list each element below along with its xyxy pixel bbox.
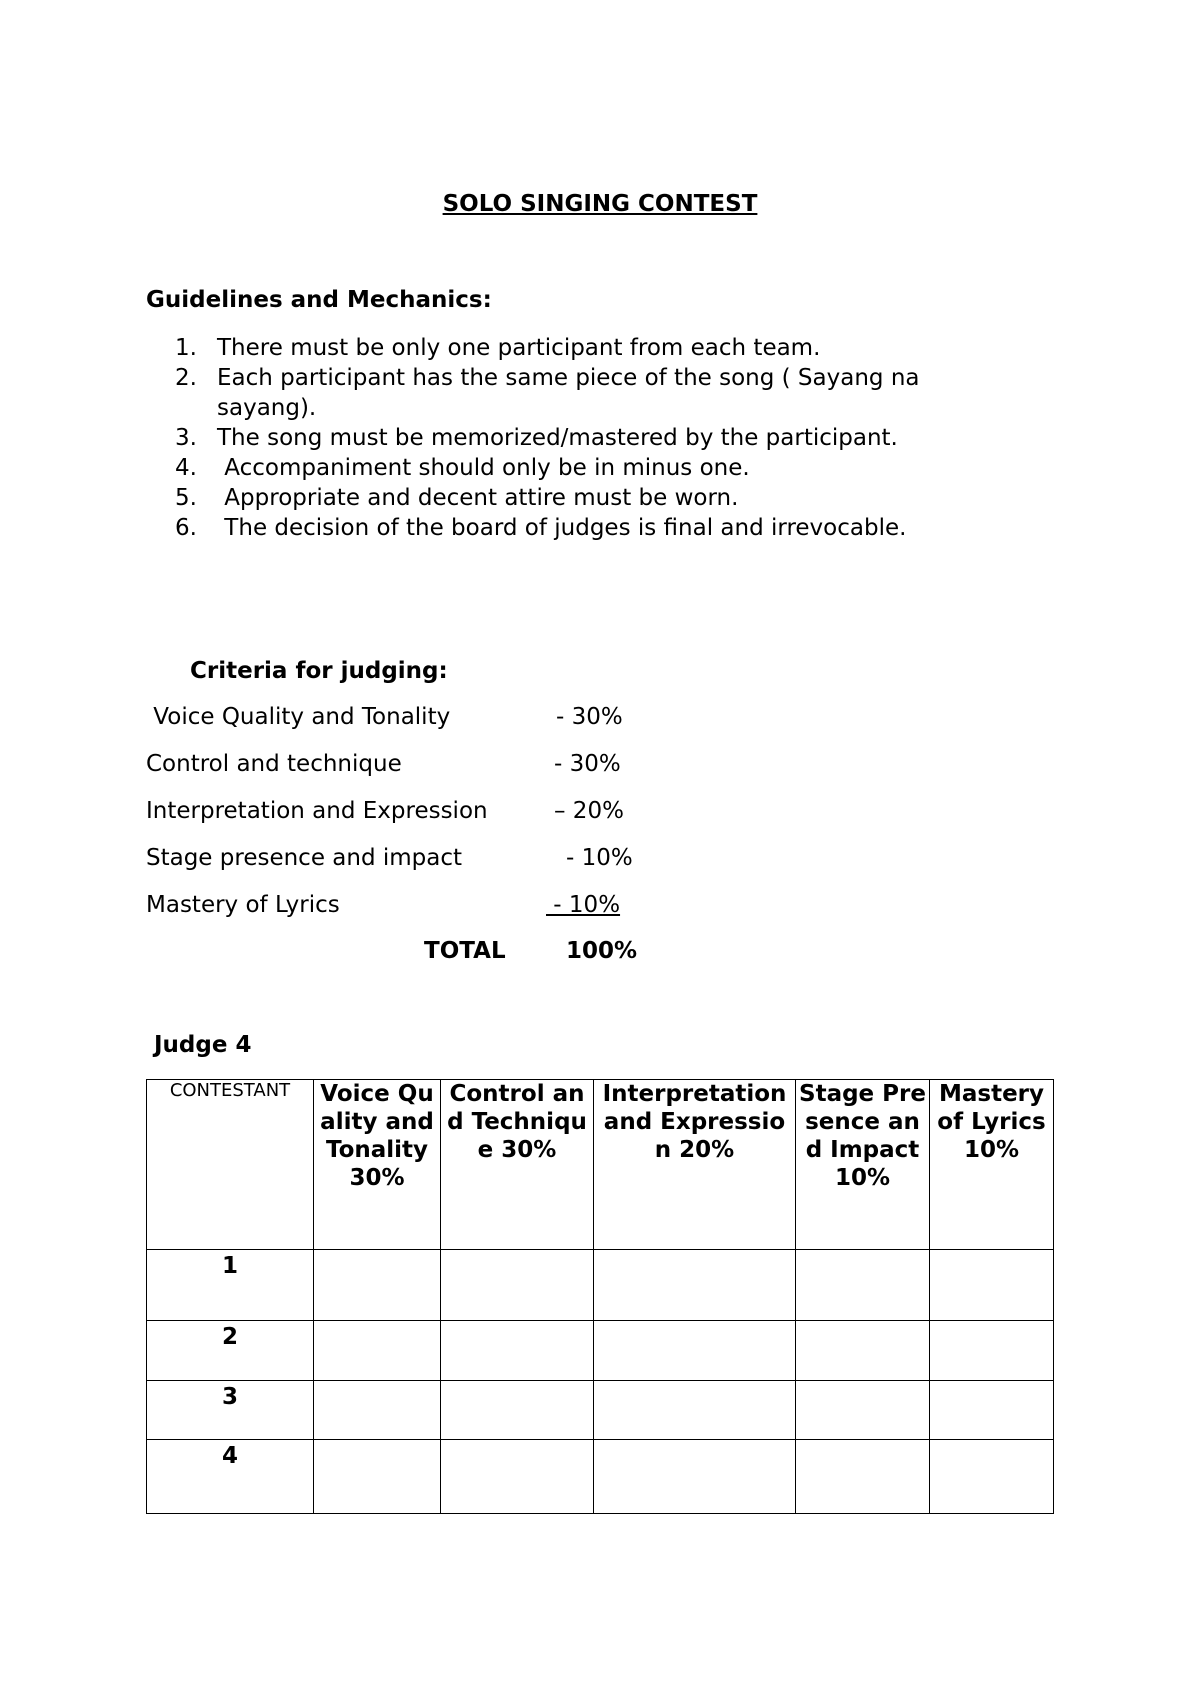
guideline-text: The song must be memorized/mastered by the participant.	[217, 425, 898, 451]
criteria-percent: - 30%	[556, 704, 623, 730]
criteria-label: Voice Quality and Tonality	[146, 704, 451, 730]
column-header-voice-quality: Voice Quality and Tonality 30%	[314, 1080, 441, 1250]
score-cell[interactable]	[796, 1381, 930, 1440]
score-cell[interactable]	[594, 1440, 796, 1514]
table-header-row	[147, 1080, 1054, 1250]
score-cell[interactable]	[594, 1381, 796, 1440]
guideline-text: There must be only one participant from each team.	[217, 335, 821, 361]
document-title: SOLO SINGING CONTEST	[442, 191, 758, 217]
column-header-stage-presence: Stage Presence and Impact 10%	[796, 1080, 930, 1250]
contestant-number: 2	[147, 1321, 314, 1381]
column-header-interpretation: Interpretation and Expression 20%	[594, 1080, 796, 1250]
score-cell[interactable]	[314, 1440, 441, 1514]
score-cell[interactable]	[930, 1250, 1054, 1321]
total-label: TOTAL	[424, 938, 506, 964]
score-cell[interactable]	[441, 1321, 594, 1381]
guideline-item: 3. The song must be memorized/mastered by the participant.	[175, 425, 898, 451]
table-row	[147, 1381, 1054, 1440]
criteria-percent: – 20%	[554, 798, 624, 824]
guideline-item: 5. Appropriate and decent attire must be worn.	[175, 485, 739, 511]
score-cell[interactable]	[441, 1250, 594, 1321]
score-cell[interactable]	[314, 1321, 441, 1381]
table-row	[147, 1250, 1054, 1321]
table-row	[147, 1440, 1054, 1514]
score-cell[interactable]	[314, 1250, 441, 1321]
score-cell[interactable]	[594, 1321, 796, 1381]
score-cell[interactable]	[930, 1440, 1054, 1514]
guideline-text: Each participant has the same piece of the song ( Sayang na sayang).	[217, 365, 920, 421]
column-header-contestant: CONTESTANT	[147, 1080, 314, 1250]
score-cell[interactable]	[441, 1381, 594, 1440]
column-header-mastery-lyrics: Mastery of Lyrics 10%	[930, 1080, 1054, 1250]
guideline-text: Accompaniment should only be in minus one.	[217, 455, 750, 481]
score-cell[interactable]	[314, 1381, 441, 1440]
guideline-item: 6. The decision of the board of judges is final and irrevocable.	[175, 515, 907, 541]
table-row	[147, 1321, 1054, 1381]
score-cell[interactable]	[796, 1440, 930, 1514]
contestant-number: 4	[147, 1440, 314, 1514]
criteria-label: Control and technique	[146, 751, 402, 777]
score-cell[interactable]	[930, 1321, 1054, 1381]
criteria-percent: - 10%	[566, 845, 633, 871]
guidelines-heading: Guidelines and Mechanics:	[146, 287, 492, 313]
criteria-label: Mastery of Lyrics	[146, 892, 340, 918]
guideline-item: 2. Each participant has the same piece of the song ( Sayang na sayang).	[175, 365, 920, 421]
contestant-number: 3	[147, 1381, 314, 1440]
judge-label: Judge 4	[154, 1032, 252, 1058]
total-value: 100%	[566, 938, 638, 964]
criteria-percent: - 30%	[554, 751, 621, 777]
guideline-text: Appropriate and decent attire must be worn.	[217, 485, 739, 511]
contestant-number: 1	[147, 1250, 314, 1321]
column-header-control-technique: Control and Technique 30%	[441, 1080, 594, 1250]
criteria-label: Stage presence and impact	[146, 845, 463, 871]
score-cell[interactable]	[796, 1250, 930, 1321]
criteria-heading: Criteria for judging:	[190, 658, 448, 684]
score-table	[146, 1079, 1054, 1514]
criteria-label: Interpretation and Expression	[146, 798, 488, 824]
guideline-item: 4. Accompaniment should only be in minus one.	[175, 455, 750, 481]
score-cell[interactable]	[594, 1250, 796, 1321]
criteria-percent: - 10%	[546, 892, 621, 918]
guidelines-list	[175, 333, 995, 543]
guideline-item: 1. There must be only one participant from each team.	[175, 335, 821, 361]
guideline-text: The decision of the board of judges is final and irrevocable.	[217, 515, 907, 541]
score-cell[interactable]	[930, 1381, 1054, 1440]
score-cell[interactable]	[796, 1321, 930, 1381]
score-cell[interactable]	[441, 1440, 594, 1514]
